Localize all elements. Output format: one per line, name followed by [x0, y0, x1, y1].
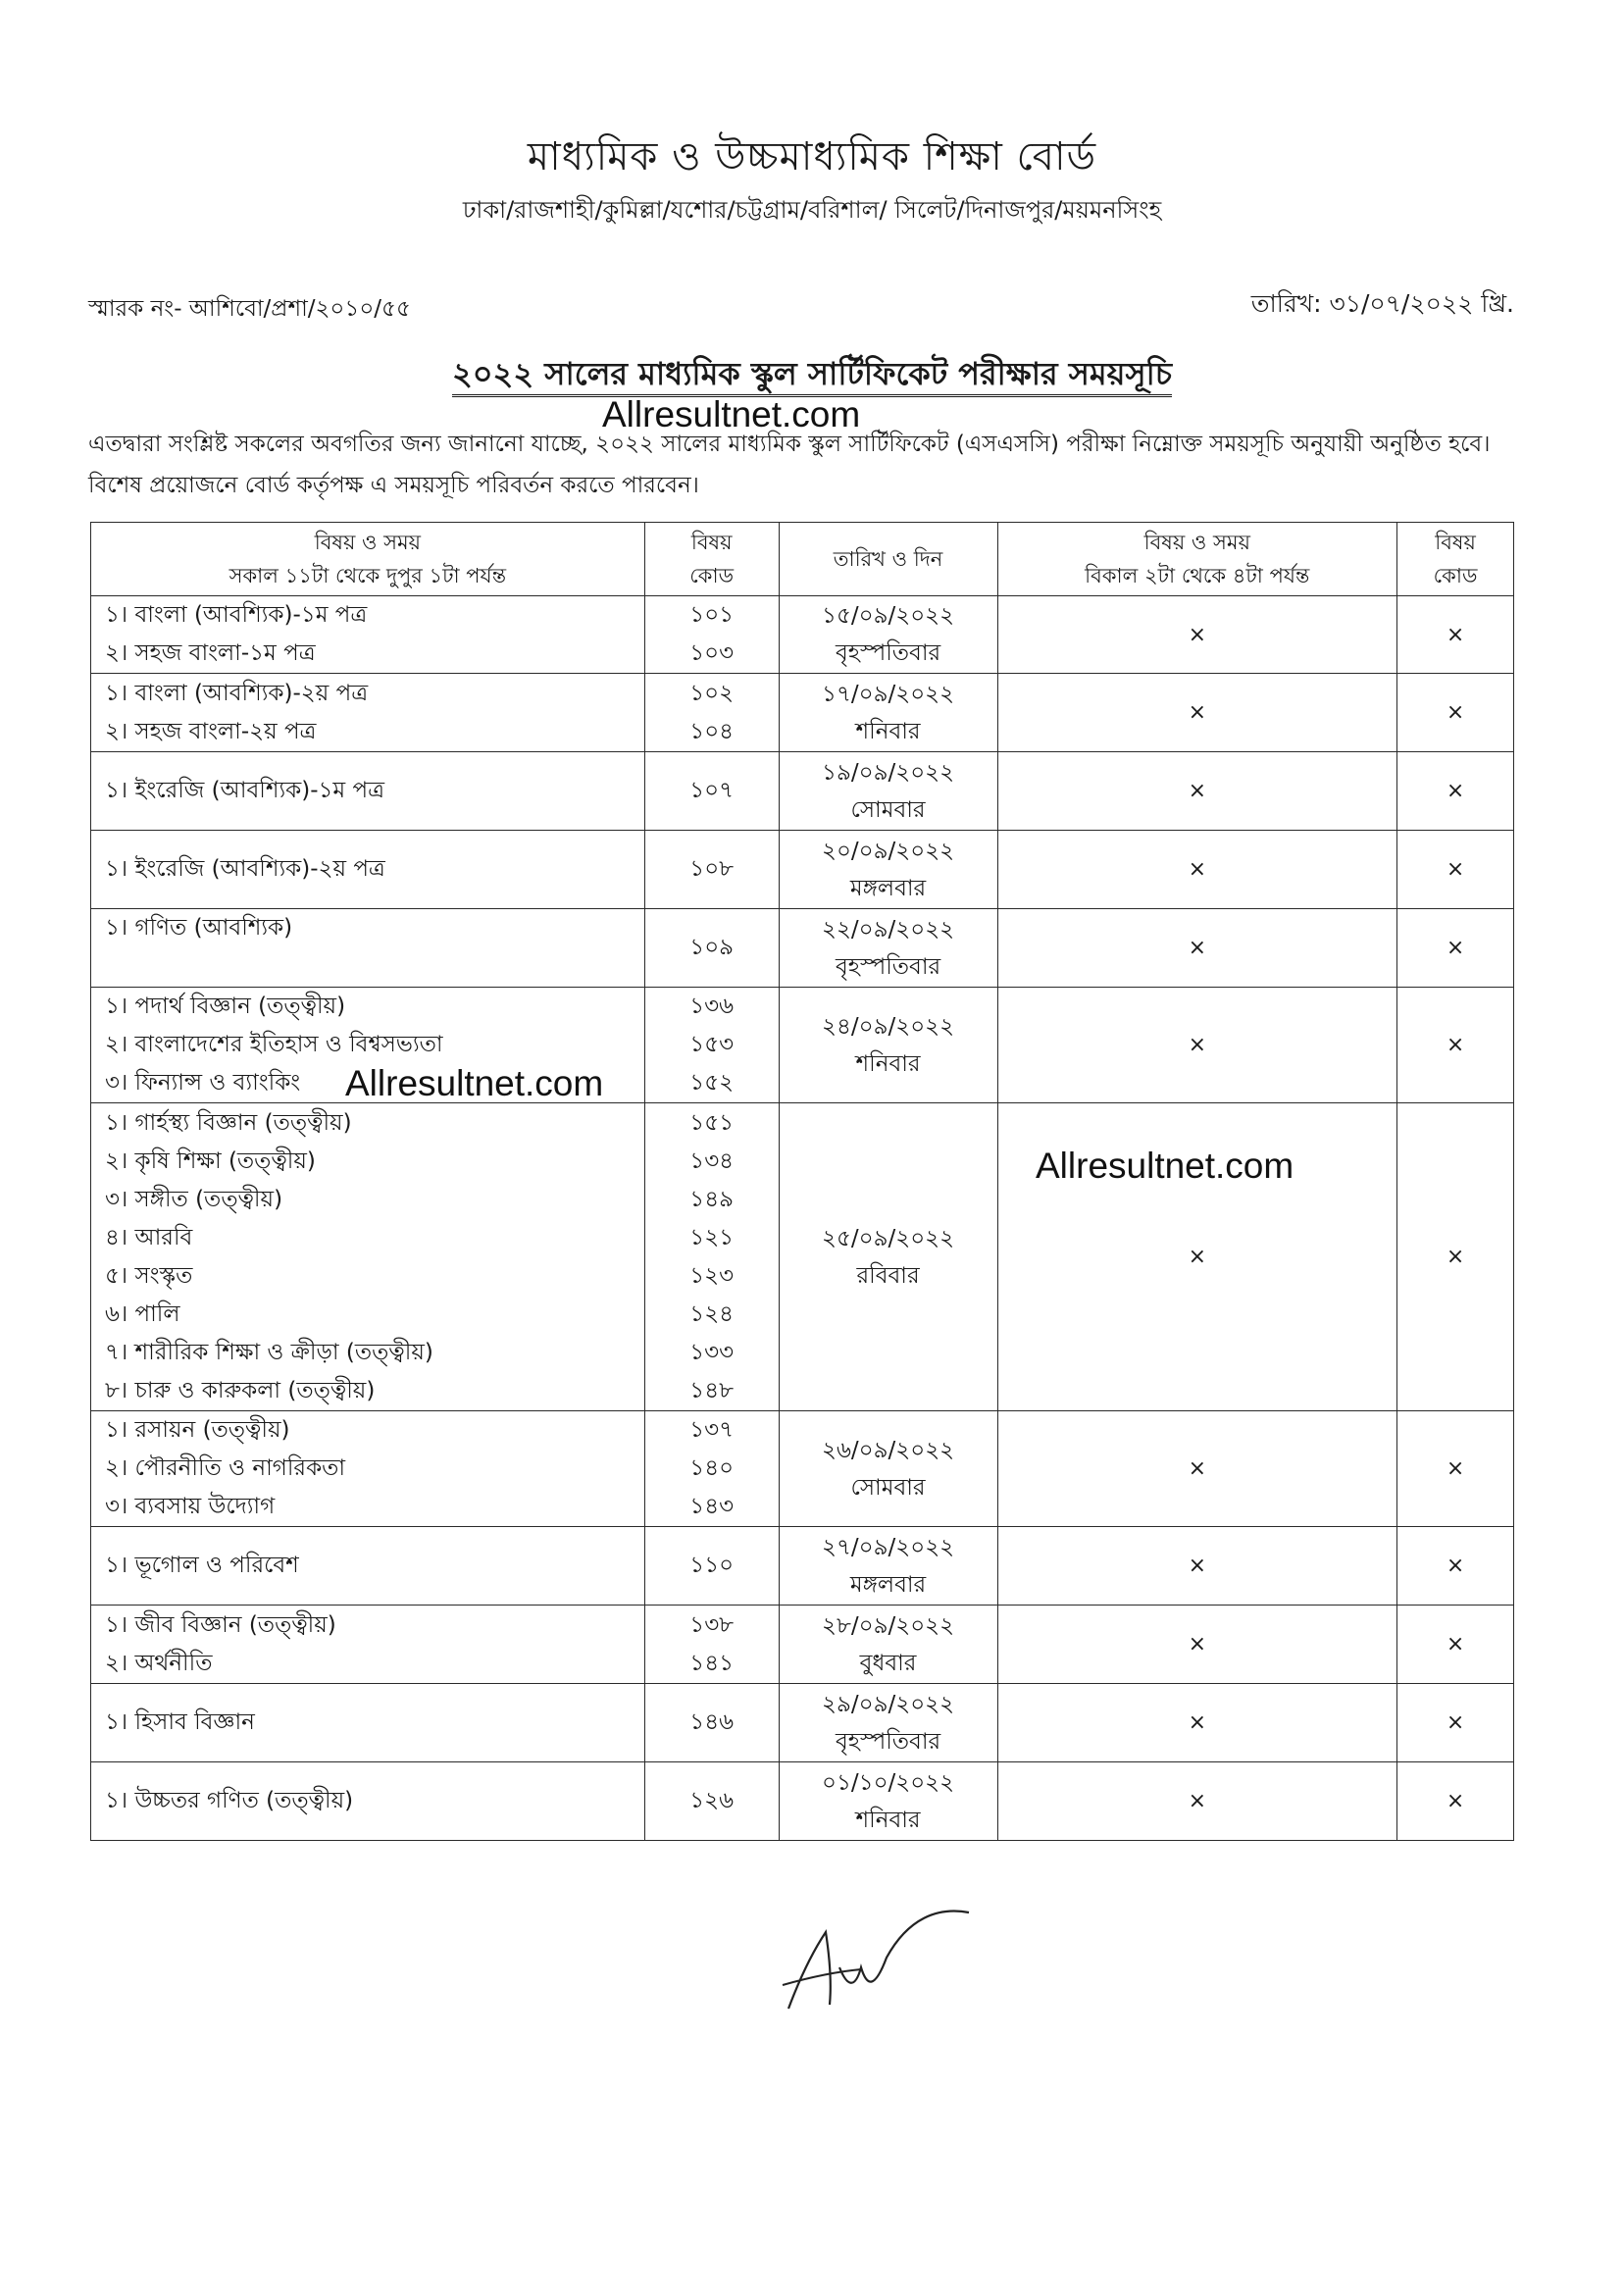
date-cell — [779, 1103, 997, 1411]
subject-cell — [91, 596, 645, 674]
subject-name: ১। গণিত (আবশ্যিক) — [105, 915, 293, 941]
subject-code: ১২৩ — [689, 1262, 735, 1289]
code-cell — [644, 752, 779, 831]
subject-code: ১০৪ — [689, 718, 735, 744]
notice-paragraph: এতদ্বারা সংশ্লিষ্ট সকলের অবগতির জন্য জানানো যাচ্ছে, ২০২২ সালের মাধ্যমিক স্কুল সার্টিফিকেট (এসএসসি) পরীক্ষা নিম্নোক্ত সময়সূচি অনুযায়ী অনুষ্ঠিত হবে। বিশেষ প্রয়োজনে বোর্ড কর্তৃপক্ষ এ সময়সূচি পরিবর্তন করতে পারবেন। — [88, 432, 1491, 498]
subject-code: ১৩৮ — [689, 1611, 735, 1638]
date-cell — [779, 988, 997, 1103]
date-cell — [779, 1527, 997, 1606]
subject-name: ৩। সঙ্গীত (তত্ত্বীয়) — [105, 1186, 283, 1212]
subject-cell — [91, 831, 645, 909]
header-text: বিষয় ও সময় — [314, 531, 422, 554]
afternoon-subject-cell: × — [997, 1606, 1397, 1684]
exam-day: সোমবার — [850, 796, 926, 823]
subject-cell — [91, 1684, 645, 1762]
header-text: কোড — [689, 564, 735, 587]
exam-day: মঙ্গলবার — [849, 1571, 927, 1598]
table-row — [91, 1606, 1514, 1684]
subject-name: ১। হিসাব বিজ্ঞান — [105, 1709, 255, 1735]
date-cell — [779, 1762, 997, 1841]
table-row — [91, 988, 1514, 1103]
exam-date: ২৫/০৯/২০২২ — [822, 1225, 955, 1251]
board-name: মাধ্যমিক ও উচ্চমাধ্যমিক শিক্ষা বোর্ড — [527, 134, 1097, 179]
header-text: কোড — [1433, 564, 1478, 587]
watermark-text: Allresultnet.com — [602, 394, 861, 434]
header-date-day — [779, 523, 997, 596]
subject-name: ৫। সংস্কৃত — [105, 1262, 193, 1289]
exam-date: ২৪/০৯/২০২২ — [822, 1013, 955, 1040]
afternoon-code-cell: × — [1397, 988, 1514, 1103]
table-row — [91, 831, 1514, 909]
date-cell — [779, 1606, 997, 1684]
header-text: বিষয় ও সময় — [1143, 531, 1250, 554]
page-title-text: ২০২২ সালের মাধ্যমিক স্কুল সার্টিফিকেট পরীক্ষার সময়সূচি — [452, 355, 1172, 397]
subject-code: ১৪০ — [689, 1455, 735, 1481]
table-row — [91, 1411, 1514, 1527]
table-row — [91, 1762, 1514, 1841]
subject-name: ১। ভূগোল ও পরিবেশ — [105, 1553, 299, 1578]
board-cities: ঢাকা/রাজশাহী/কুমিল্লা/যশোর/চট্টগ্রাম/বরিশাল/ সিলেট/দিনাজপুর/ময়মনসিংহ — [462, 196, 1162, 224]
afternoon-code-cell: × — [1397, 1103, 1514, 1411]
exam-day: বুধবার — [859, 1650, 917, 1676]
afternoon-subject-cell: × — [997, 1762, 1397, 1841]
exam-day: রবিবার — [856, 1262, 920, 1289]
subject-code: ১২৬ — [689, 1788, 735, 1813]
exam-day: বৃহস্পতিবার — [835, 953, 941, 980]
afternoon-subject-cell: × — [997, 1411, 1397, 1527]
header-text: সকাল ১১টা থেকে দুপুর ১টা পর্যন্ত — [228, 564, 507, 587]
exam-day: বৃহস্পতিবার — [835, 640, 941, 666]
exam-date: ২৭/০৯/২০২২ — [822, 1534, 955, 1560]
subject-code: ১৪৮ — [689, 1377, 735, 1403]
exam-day: বৃহস্পতিবার — [835, 1728, 941, 1755]
subject-cell — [91, 752, 645, 831]
subject-name: ১। ইংরেজি (আবশ্যিক)-১ম পত্র — [105, 778, 385, 803]
exam-date: ২৯/০৯/২০২২ — [822, 1691, 955, 1717]
exam-schedule-table — [90, 522, 1514, 1841]
subject-name: ৬। পালি — [105, 1300, 180, 1327]
subject-code: ১৫৩ — [689, 1032, 735, 1057]
subject-code: ১১০ — [689, 1553, 735, 1578]
afternoon-code-cell: × — [1397, 752, 1514, 831]
afternoon-subject-cell: × — [997, 831, 1397, 909]
code-cell — [644, 909, 779, 988]
exam-day: শনিবার — [855, 1807, 921, 1833]
subject-name: ১। বাংলা (আবশ্যিক)-১ম পত্র — [105, 602, 368, 628]
exam-date: ১৯/০৯/২০২২ — [822, 759, 955, 786]
afternoon-code-cell: × — [1397, 1684, 1514, 1762]
code-cell — [644, 831, 779, 909]
code-cell — [644, 1103, 779, 1411]
exam-date: ১৭/০৯/২০২২ — [822, 681, 955, 707]
subject-name: ৮। চারু ও কারুকলা (তত্ত্বীয়) — [105, 1377, 376, 1403]
subject-cell — [91, 1103, 645, 1411]
subject-code: ১৩৩ — [689, 1339, 735, 1365]
subject-name: ১। ইংরেজি (আবশ্যিক)-২য় পত্র — [105, 856, 385, 882]
subject-cell — [91, 1527, 645, 1606]
table-row — [91, 1103, 1514, 1411]
afternoon-subject-cell: × — [997, 596, 1397, 674]
exam-date: ২৬/০৯/২০২২ — [822, 1437, 955, 1463]
subject-code: ১৫১ — [689, 1109, 735, 1136]
subject-code: ১৪১ — [689, 1650, 735, 1676]
afternoon-code-cell: × — [1397, 909, 1514, 988]
subject-code: ১৪৬ — [689, 1709, 735, 1735]
subject-code: ১৩৭ — [689, 1417, 735, 1443]
subject-name: ২। পৌরনীতি ও নাগরিকতা — [105, 1455, 346, 1481]
exam-day: শনিবার — [855, 1050, 921, 1077]
subject-code: ১২১ — [689, 1224, 735, 1250]
afternoon-code-cell: × — [1397, 1606, 1514, 1684]
subject-name: ৩। ব্যবসায় উদ্যোগ — [105, 1494, 276, 1519]
subject-name: ২। অর্থনীতি — [105, 1650, 213, 1676]
afternoon-subject-cell: × — [997, 1527, 1397, 1606]
subject-code: ১০১ — [689, 602, 735, 628]
subject-name: ১। রসায়ন (তত্ত্বীয়) — [105, 1417, 290, 1443]
subject-name: ৭। শারীরিক শিক্ষা ও ক্রীড়া (তত্ত্বীয়) — [105, 1339, 433, 1365]
table-row — [91, 674, 1514, 752]
subject-cell — [91, 1411, 645, 1527]
exam-date: ১৫/০৯/২০২২ — [822, 603, 955, 629]
header-code — [644, 523, 779, 596]
code-cell — [644, 674, 779, 752]
date-cell — [779, 909, 997, 988]
exam-day: সোমবার — [850, 1474, 926, 1501]
code-cell — [644, 1411, 779, 1527]
exam-day: মঙ্গলবার — [849, 875, 927, 901]
code-cell — [644, 596, 779, 674]
memo-number: স্মারক নং- আশিবো/প্রশা/২০১০/৫৫ — [88, 296, 411, 322]
subject-name: ২। সহজ বাংলা-১ম পত্র — [105, 640, 316, 666]
subject-name: ২। বাংলাদেশের ইতিহাস ও বিশ্বসভ্যতা — [105, 1032, 443, 1057]
code-cell — [644, 1527, 779, 1606]
subject-name: ১। জীব বিজ্ঞান (তত্ত্বীয়) — [105, 1611, 336, 1638]
date-cell — [779, 674, 997, 752]
subject-code: ১৪৩ — [689, 1494, 735, 1519]
header-afternoon-subject — [997, 523, 1397, 596]
afternoon-subject-cell: × — [997, 674, 1397, 752]
header-text: বিষয় — [1435, 531, 1476, 554]
subject-code: ১৪৯ — [689, 1186, 735, 1212]
subject-name: ৪। আরবি — [105, 1224, 193, 1250]
header-text: তারিখ ও দিন — [833, 547, 943, 571]
subject-cell — [91, 674, 645, 752]
subject-name: ১। পদার্থ বিজ্ঞান (তত্ত্বীয়) — [105, 994, 346, 1019]
afternoon-code-cell: × — [1397, 596, 1514, 674]
watermark-text: Allresultnet.com — [1036, 1146, 1294, 1186]
subject-name: ২। কৃষি শিক্ষা (তত্ত্বীয়) — [105, 1147, 316, 1174]
subject-cell — [91, 909, 645, 988]
subject-name: ৩। ফিন্যান্স ও ব্যাংকিং — [105, 1070, 301, 1096]
afternoon-code-cell: × — [1397, 1527, 1514, 1606]
code-cell — [644, 1762, 779, 1841]
table-row — [91, 1684, 1514, 1762]
date-cell — [779, 596, 997, 674]
subject-code: ১০৩ — [689, 640, 735, 666]
table-header-row — [91, 523, 1514, 596]
table-row — [91, 1527, 1514, 1606]
afternoon-code-cell: × — [1397, 674, 1514, 752]
subject-code: ১৩৪ — [689, 1147, 735, 1174]
subject-code: ১০৮ — [689, 856, 735, 882]
afternoon-code-cell: × — [1397, 1411, 1514, 1527]
subject-cell — [91, 1606, 645, 1684]
subject-name: ১। উচ্চতর গণিত (তত্ত্বীয়) — [105, 1788, 354, 1813]
code-cell — [644, 988, 779, 1103]
header-text: বিকাল ২টা থেকে ৪টা পর্যন্ত — [1085, 564, 1310, 587]
afternoon-subject-cell: × — [997, 909, 1397, 988]
code-cell — [644, 1684, 779, 1762]
afternoon-code-cell: × — [1397, 831, 1514, 909]
table-row — [91, 752, 1514, 831]
subject-name: ১। গার্হস্থ্য বিজ্ঞান (তত্ত্বীয়) — [105, 1109, 352, 1136]
subject-cell — [91, 1762, 645, 1841]
subject-code: ১০৭ — [689, 778, 735, 803]
signature — [771, 1899, 987, 2020]
date-cell — [779, 1411, 997, 1527]
date-cell — [779, 752, 997, 831]
subject-name: ২। সহজ বাংলা-২য় পত্র — [105, 718, 317, 744]
date-cell — [779, 1684, 997, 1762]
table-row — [91, 596, 1514, 674]
afternoon-subject-cell: × — [997, 1103, 1397, 1411]
date-cell — [779, 831, 997, 909]
exam-date: ২০/০৯/২০২২ — [822, 838, 955, 864]
exam-date: ২২/০৯/২০২২ — [822, 916, 955, 943]
subject-code: ১২৪ — [689, 1300, 735, 1327]
afternoon-subject-cell: × — [997, 988, 1397, 1103]
signature-drawing — [771, 1899, 987, 2016]
table-row — [91, 909, 1514, 988]
subject-name: ১। বাংলা (আবশ্যিক)-২য় পত্র — [105, 680, 369, 706]
exam-day: শনিবার — [855, 718, 921, 744]
exam-date: ০১/১০/২০২২ — [822, 1769, 955, 1796]
header-text: বিষয় — [690, 531, 733, 554]
header-morning-subject — [91, 523, 645, 596]
header-afternoon-code — [1397, 523, 1514, 596]
subject-code: ১৩৬ — [689, 994, 735, 1019]
code-cell — [644, 1606, 779, 1684]
afternoon-subject-cell: × — [997, 1684, 1397, 1762]
subject-code: ১০২ — [689, 680, 735, 706]
subject-code: ১০৯ — [689, 935, 735, 960]
issue-date: তারিখ: ৩১/০৭/২০২২ খ্রি. — [1250, 289, 1514, 318]
afternoon-code-cell: × — [1397, 1762, 1514, 1841]
subject-code: ১৫২ — [689, 1070, 735, 1096]
afternoon-subject-cell: × — [997, 752, 1397, 831]
exam-date: ২৮/০৯/২০২২ — [822, 1612, 955, 1639]
watermark-text: Allresultnet.com — [345, 1063, 604, 1103]
